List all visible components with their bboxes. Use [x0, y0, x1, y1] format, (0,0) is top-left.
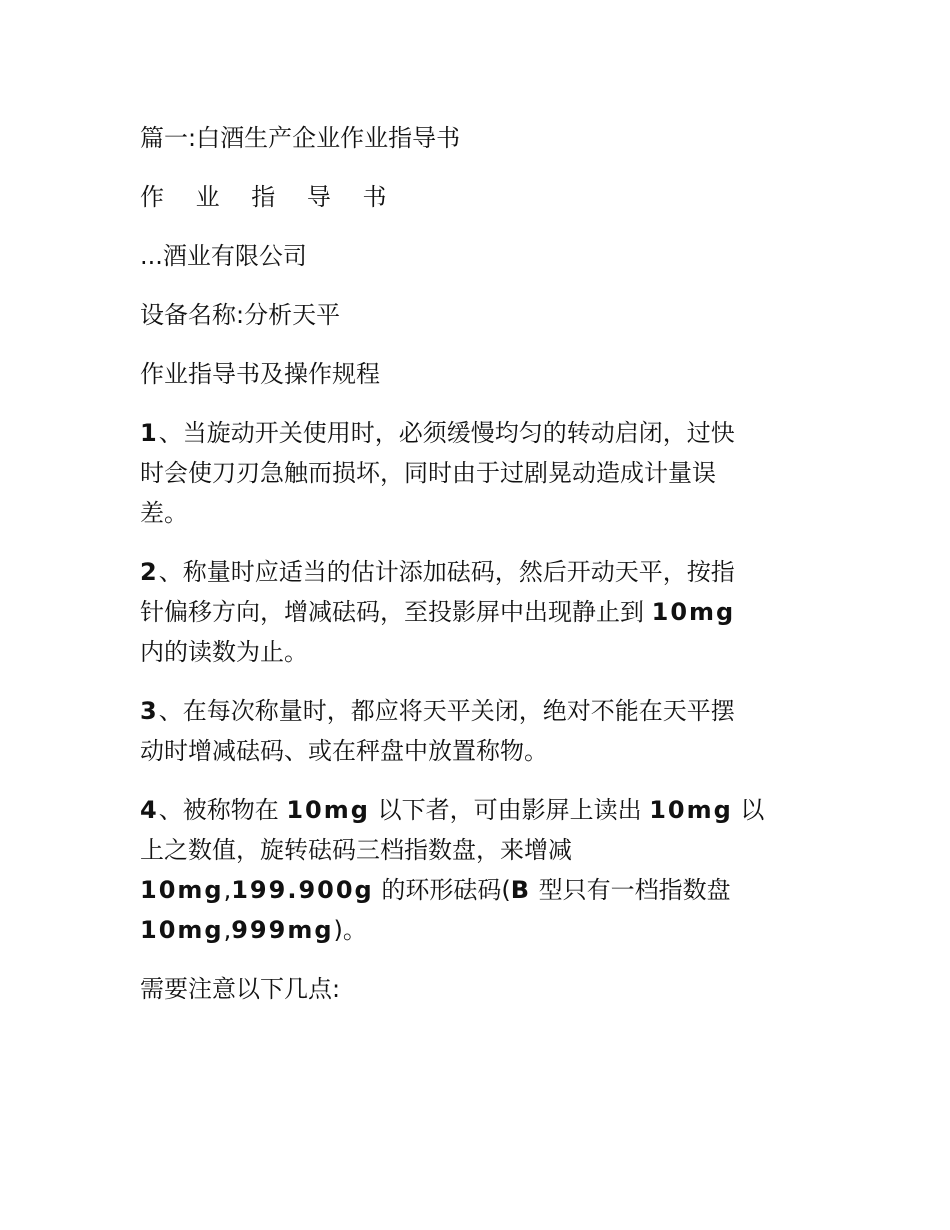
heading-title: 篇一:白酒生产企业作业指导书	[140, 124, 461, 152]
bold-text-run: 10mg	[286, 796, 370, 824]
procedure-list	[140, 413, 820, 950]
procedure-item-line	[140, 731, 820, 771]
text-run: 的环形砝码(	[373, 876, 511, 904]
procedure-item-line	[140, 830, 820, 870]
bold-text-run: 1	[140, 419, 159, 447]
text-run: 针偏移方向，增减砝码，至投影屏中出现静止到	[140, 598, 652, 626]
text-run: 、称量时应适当的估计添加砝码，然后开动天平，按指	[158, 558, 735, 586]
procedure-item-line	[140, 870, 820, 910]
closing-line: 需要注意以下几点:	[140, 975, 341, 1003]
procedure-item-line	[140, 691, 820, 731]
bold-text-run: B	[510, 876, 532, 904]
bold-text-run: 2	[140, 558, 159, 586]
text-run: 、被称物在	[158, 796, 287, 824]
procedure-item-line	[140, 910, 820, 950]
text-run: 型只有一档指数盘	[531, 876, 731, 904]
text-run: 上之数值，旋转砝码三档指数盘，来增减	[140, 836, 572, 864]
bold-text-run: 10mg	[140, 916, 224, 944]
procedure-item-line	[140, 453, 820, 493]
doc-type-title: 作 业 指 导 书	[140, 183, 399, 211]
section-title: 作业指导书及操作规程	[140, 360, 380, 388]
text-run: 动时增减砝码、或在秤盘中放置称物。	[140, 737, 548, 765]
text-run: 、当旋动开关使用时，必须缓慢均匀的转动启闭，过快	[158, 419, 735, 447]
text-run: 以下者，可由影屏上读出	[369, 796, 650, 824]
bold-text-run: 3	[140, 697, 159, 725]
bold-text-run: 10mg	[651, 598, 736, 626]
equipment-name: 设备名称:分析天平	[140, 301, 341, 329]
text-run: )。	[333, 916, 367, 944]
procedure-item-1	[140, 413, 820, 533]
bold-text-run: 199.900g	[231, 876, 374, 904]
procedure-item-4	[140, 790, 820, 950]
text-run: 、在每次称量时，都应将天平关闭，绝对不能在天平摆	[158, 697, 735, 725]
bold-text-run: 10mg	[649, 796, 733, 824]
text-run: ,	[223, 876, 232, 904]
bold-text-run: 4	[140, 796, 159, 824]
procedure-item-line	[140, 632, 820, 672]
document-body	[140, 118, 820, 1028]
procedure-item-line	[140, 552, 820, 592]
bold-text-run: 999mg	[231, 916, 334, 944]
procedure-item-line	[140, 493, 820, 533]
procedure-item-line	[140, 790, 820, 830]
procedure-item-2	[140, 552, 820, 672]
text-run: 时会使刀刃急触而损坏，同时由于过剧晃动造成计量误	[140, 459, 716, 487]
bold-text-run: 10mg	[140, 876, 224, 904]
text-run: 内的读数为止。	[140, 638, 308, 666]
company-name: ...酒业有限公司	[140, 242, 307, 270]
text-run: 以	[732, 796, 765, 824]
text-run: ,	[223, 916, 232, 944]
procedure-item-line	[140, 592, 820, 632]
procedure-item-line	[140, 413, 820, 453]
procedure-item-3	[140, 691, 820, 771]
text-run: 差。	[140, 499, 188, 527]
